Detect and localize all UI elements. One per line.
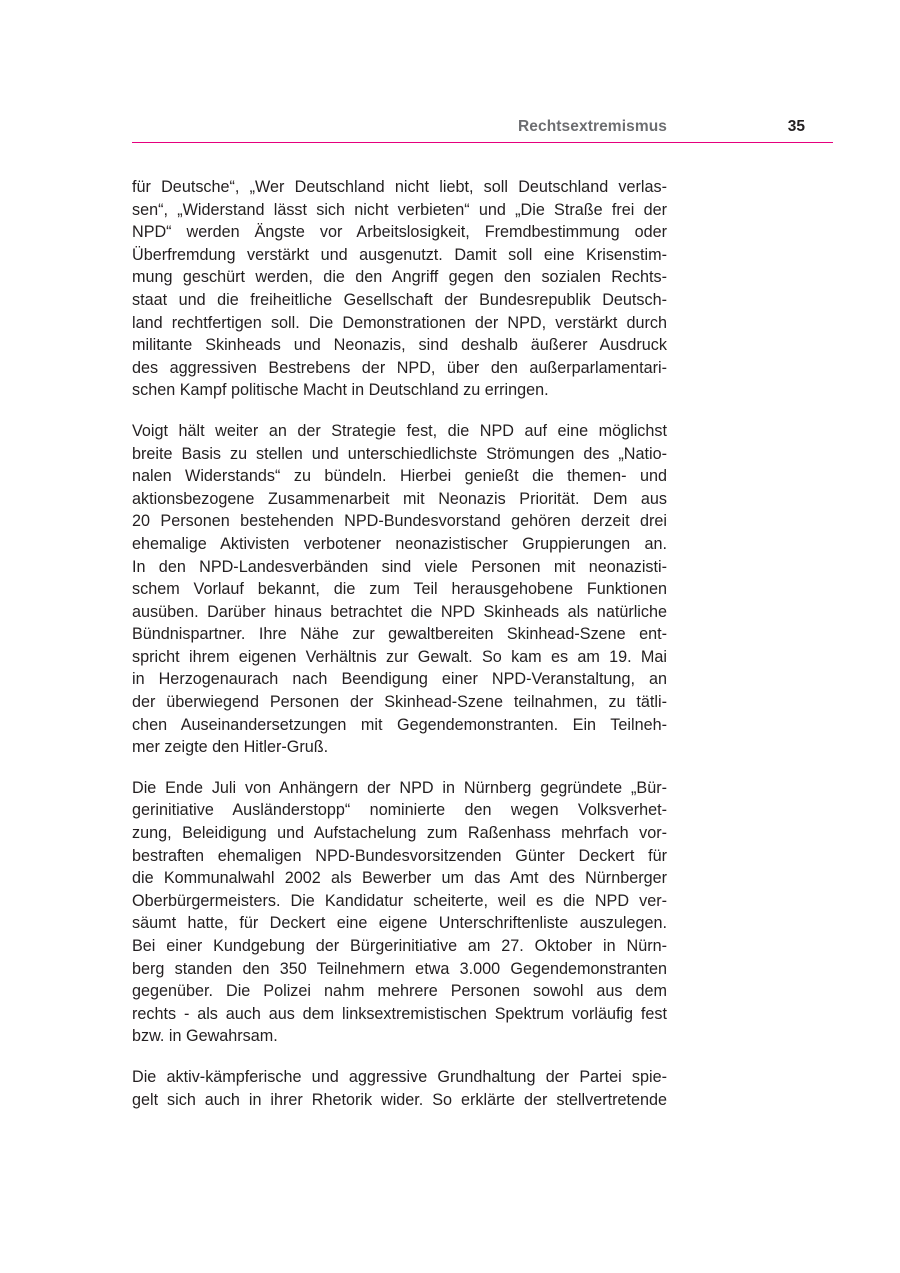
body-text — [132, 176, 667, 1129]
text-line: des aggressiven Bestrebens der NPD, über den außerparlamentari- — [132, 358, 667, 377]
page-header — [132, 114, 833, 143]
text-line: In den NPD-Landesverbänden sind viele Personen mit neonazisti- — [132, 557, 667, 576]
paragraph-1 — [132, 176, 667, 402]
text-line: die Kommunalwahl 2002 als Bewerber um das Amt des Nürnberger — [132, 869, 667, 888]
text-line: chen Auseinandersetzungen mit Gegendemonstranten. Ein Teilneh- — [132, 715, 667, 734]
text-line: NPD“ werden Ängste vor Arbeitslosigkeit, Fremdbestimmung oder — [132, 223, 667, 242]
text-line: spricht ihrem eigenen Verhältnis zur Gewalt. So kam es am 19. Mai — [132, 647, 667, 666]
text-line: für Deutsche“, „Wer Deutschland nicht liebt, soll Deutschland verlas- — [132, 178, 667, 196]
text-line: der überwiegend Personen der Skinhead-Szene teilnahmen, zu tätli- — [132, 693, 667, 712]
text-line: bzw. in Gewahrsam. — [132, 1027, 278, 1046]
text-line: nalen Widerstands“ zu bündeln. Hierbei genießt die themen- und — [132, 467, 667, 486]
text-line: land rechtfertigen soll. Die Demonstrationen der NPD, verstärkt durch — [132, 313, 667, 332]
paragraph-2 — [132, 420, 667, 759]
text-line: mer zeigte den Hitler-Gruß. — [132, 738, 329, 757]
text-line: sen“, „Widerstand lässt sich nicht verbieten“ und „Die Straße frei der — [132, 200, 667, 219]
paragraph-4 — [132, 1066, 667, 1111]
text-line: mung geschürt werden, die den Angriff gegen den sozialen Rechts- — [132, 268, 667, 287]
text-line: bestraften ehemaligen NPD-Bundesvorsitzenden Günter Deckert für — [132, 846, 667, 865]
text-line: militante Skinheads und Neonazis, sind deshalb äußerer Ausdruck — [132, 336, 667, 355]
paragraph-3 — [132, 777, 667, 1048]
text-line: Voigt hält weiter an der Strategie fest, die NPD auf eine möglichst — [132, 421, 667, 440]
page-number: 35 — [787, 118, 805, 135]
text-line: ehemalige Aktivisten verbotener neonazistischer Gruppierungen an. — [132, 534, 667, 553]
text-line: Bei einer Kundgebung der Bürgerinitiative am 27. Oktober in Nürn- — [132, 937, 667, 955]
section-title: Rechtsextremismus — [517, 118, 667, 135]
text-line: säumt hatte, für Deckert eine eigene Unterschriftenliste auszulegen. — [132, 914, 667, 933]
text-line: Oberbürgermeisters. Die Kandidatur scheiterte, weil es die NPD ver- — [132, 891, 667, 910]
text-line: aktionsbezogene Zusammenarbeit mit Neonazis Priorität. Dem aus — [132, 489, 667, 508]
text-line: Überfremdung verstärkt und ausgenutzt. Damit soll eine Krisenstim- — [132, 245, 667, 264]
text-line: gegenüber. Die Polizei nahm mehrere Personen sowohl aus dem — [132, 982, 667, 1001]
text-line: rechts - als auch aus dem linksextremistischen Spektrum vorläufig fest — [132, 1004, 667, 1023]
text-line: gelt sich auch in ihrer Rhetorik wider. So erklärte der stellvertretende — [132, 1090, 667, 1109]
text-line: gerinitiative Ausländerstopp“ nominierte den wegen Volksverhet- — [132, 801, 667, 820]
text-line: schen Kampf politische Macht in Deutschland zu erringen. — [132, 381, 549, 400]
text-line: schem Vorlauf bekannt, die zum Teil herausgehobene Funktionen — [132, 580, 667, 599]
text-line: zung, Beleidigung und Aufstachelung zum Raßenhass mehrfach vor- — [132, 824, 667, 843]
text-line: in Herzogenaurach nach Beendigung einer NPD-Veranstaltung, an — [132, 670, 667, 689]
text-line: Die aktiv-kämpferische und aggressive Grundhaltung der Partei spie- — [132, 1067, 667, 1086]
text-line: breite Basis zu stellen und unterschiedlichste Strömungen des „Natio- — [132, 444, 667, 463]
text-line: Die Ende Juli von Anhängern der NPD in Nürnberg gegründete „Bür- — [132, 778, 667, 797]
text-line: 20 Personen bestehenden NPD-Bundesvorstand gehören derzeit drei — [132, 512, 667, 531]
text-line: Bündnispartner. Ihre Nähe zur gewaltbereiten Skinhead-Szene ent- — [132, 625, 667, 644]
text-line: ausüben. Darüber hinaus betrachtet die NPD Skinheads als natürliche — [132, 602, 667, 621]
text-line: staat und die freiheitliche Gesellschaft der Bundesrepublik Deutsch- — [132, 290, 667, 309]
text-line: berg standen den 350 Teilnehmern etwa 3.000 Gegendemonstranten — [132, 959, 667, 978]
